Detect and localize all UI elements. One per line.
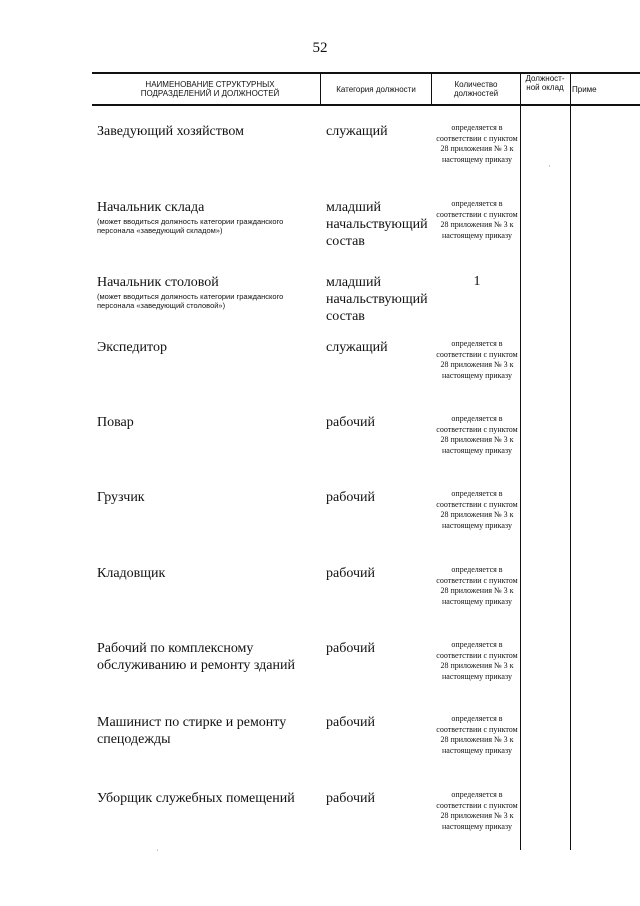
position-name: Заведующий хозяйством	[97, 124, 244, 139]
header-name: НАИМЕНОВАНИЕ СТРУКТУРНЫХ ПОДРАЗДЕЛЕНИЙ И ДОЛЖНОСТЕЙ	[140, 80, 280, 98]
position-category: младший начальствующий состав	[326, 275, 428, 324]
col-divider-1	[320, 72, 321, 106]
position-name: Экспедитор	[97, 340, 167, 355]
page-number: 52	[312, 40, 328, 56]
position-name: Уборщик служебных помещений	[97, 791, 295, 806]
position-name: Кладовщик	[97, 566, 166, 581]
position-category: младший начальствующий состав	[326, 200, 428, 249]
position-name: Рабочий по комплексному обслуживанию и ремонту зданий	[97, 641, 295, 673]
position-quantity: определяется в соответствии с пунктом 28 приложения № 3 к настоящему приказу	[436, 640, 518, 681]
header-category: Категория должности	[336, 85, 416, 94]
position-name: Начальник склада (может вводиться должность категории гражданского персонала «заведующий складом»)	[97, 199, 317, 235]
position-quantity: определяется в соответствии с пунктом 28 приложения № 3 к настоящему приказу	[436, 489, 518, 530]
position-category: рабочий	[326, 566, 375, 581]
position-note: (может вводиться должность категории гражданского персонала «заведующий столовой»)	[97, 292, 284, 310]
col-divider-4	[570, 72, 571, 850]
position-quantity: определяется в соответствии с пунктом 28 приложения № 3 к настоящему приказу	[436, 565, 518, 606]
position-quantity: определяется в соответствии с пунктом 28 приложения № 3 к настоящему приказу	[436, 790, 518, 831]
position-name: Начальник столовой (может вводиться должность категории гражданского персонала «заведующий столовой»)	[97, 274, 317, 310]
position-quantity: определяется в соответствии с пунктом 28 приложения № 3 к настоящему приказу	[436, 714, 518, 755]
header-note: Приме	[572, 85, 597, 94]
position-name: Грузчик	[97, 490, 145, 505]
position-category: служащий	[326, 124, 388, 139]
position-category: рабочий	[326, 415, 375, 430]
position-quantity: определяется в соответствии с пунктом 28 приложения № 3 к настоящему приказу	[436, 414, 518, 455]
col-divider-2	[431, 72, 432, 106]
header-quantity: Количество должностей	[453, 80, 499, 98]
position-quantity: определяется в соответствии с пунктом 28 приложения № 3 к настоящему приказу	[436, 339, 518, 380]
position-category: служащий	[326, 340, 388, 355]
scan-speck: ·	[156, 846, 159, 855]
position-name: Повар	[97, 415, 134, 430]
header-salary: Должност-ной оклад	[525, 74, 565, 92]
position-category: рабочий	[326, 641, 375, 656]
position-note: (может вводиться должность категории гражданского персонала «заведующий складом»)	[97, 217, 284, 235]
position-quantity: 1	[473, 274, 481, 289]
position-category: рабочий	[326, 490, 375, 505]
position-category: рабочий	[326, 715, 375, 730]
scan-speck: ·	[548, 162, 551, 171]
position-quantity: определяется в соответствии с пунктом 28 приложения № 3 к настоящему приказу	[436, 199, 518, 240]
position-category: рабочий	[326, 791, 375, 806]
position-quantity: определяется в соответствии с пунктом 28 приложения № 3 к настоящему приказу	[436, 123, 518, 164]
position-name: Машинист по стирке и ремонту спецодежды	[97, 715, 287, 747]
header-bottom-rule	[92, 104, 640, 106]
